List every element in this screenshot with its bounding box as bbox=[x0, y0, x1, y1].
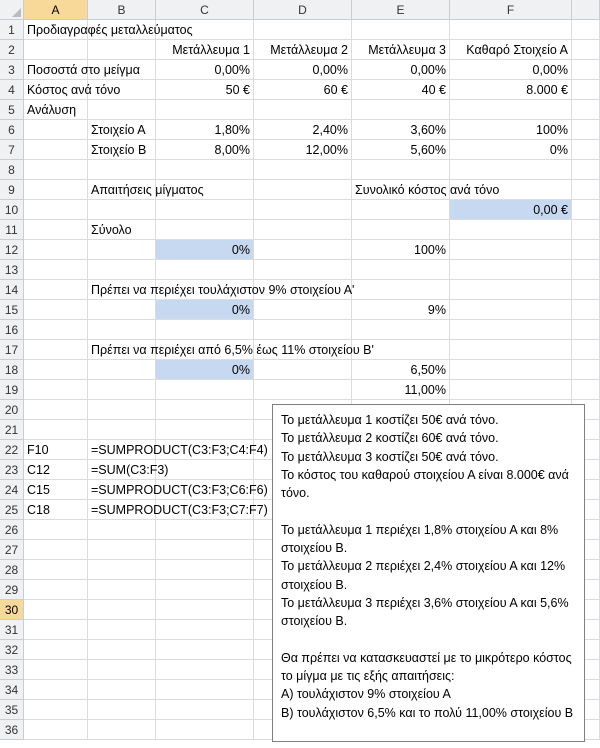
grid-cell[interactable] bbox=[450, 240, 572, 260]
grid-cell[interactable] bbox=[450, 20, 572, 40]
row-header-27[interactable]: 27 bbox=[0, 540, 24, 560]
row-header-25[interactable]: 25 bbox=[0, 500, 24, 520]
note-line: Το μετάλλευμα 1 περιέχει 1,8% στοιχείου Α και 8% στοιχείου Β. bbox=[281, 522, 559, 556]
grid-cell[interactable] bbox=[156, 460, 254, 480]
grid-cell[interactable] bbox=[88, 260, 156, 280]
grid-cell[interactable] bbox=[254, 180, 352, 200]
cell-text: =SUMPRODUCT(C3:F3;C4:F4) bbox=[91, 443, 268, 457]
cell-a25[interactable] bbox=[24, 500, 88, 520]
grid-cell[interactable] bbox=[572, 140, 600, 160]
grid-cell[interactable] bbox=[572, 220, 600, 240]
grid-cell[interactable] bbox=[352, 280, 450, 300]
grid-cell[interactable] bbox=[24, 40, 88, 60]
column-header-d[interactable]: D bbox=[254, 0, 352, 20]
grid-cell[interactable] bbox=[24, 400, 88, 420]
cell-text: C15 bbox=[27, 483, 50, 497]
cell-text: 0,00% bbox=[410, 63, 446, 77]
cell-e3[interactable] bbox=[352, 60, 450, 80]
cell-a22[interactable] bbox=[24, 440, 88, 460]
cell-text: 0,00% bbox=[532, 63, 568, 77]
grid-cell[interactable] bbox=[88, 580, 156, 600]
note-line: Το μετάλλευμα 2 περιέχει 2,4% στοιχείου Α και 12% στοιχείου Β. bbox=[281, 559, 566, 592]
cell-e9[interactable] bbox=[352, 180, 500, 200]
grid-cell[interactable] bbox=[156, 520, 254, 540]
cell-b9[interactable] bbox=[88, 180, 204, 200]
grid-cell[interactable] bbox=[156, 700, 254, 720]
row-header-24[interactable]: 24 bbox=[0, 480, 24, 500]
grid-cell[interactable] bbox=[156, 560, 254, 580]
row-header-23[interactable]: 23 bbox=[0, 460, 24, 480]
grid-cell[interactable] bbox=[156, 100, 254, 120]
cell-b14[interactable] bbox=[88, 280, 355, 300]
row-header-31[interactable]: 31 bbox=[0, 620, 24, 640]
grid-cell[interactable] bbox=[88, 600, 156, 620]
grid-cell[interactable] bbox=[88, 700, 156, 720]
select-all-corner[interactable] bbox=[0, 0, 24, 20]
cell-text: 6,50% bbox=[410, 363, 446, 377]
grid-cell[interactable] bbox=[572, 300, 600, 320]
grid-cell[interactable] bbox=[450, 220, 572, 240]
row-header-5[interactable]: 5 bbox=[0, 100, 24, 120]
cell-text: 8.000 € bbox=[526, 83, 568, 97]
grid-cell[interactable] bbox=[88, 640, 156, 660]
row-header-2[interactable]: 2 bbox=[0, 40, 24, 60]
cell-text: 9% bbox=[427, 303, 446, 317]
grid-cell[interactable] bbox=[156, 380, 254, 400]
grid-cell[interactable] bbox=[572, 180, 600, 200]
row-header-34[interactable]: 34 bbox=[0, 680, 24, 700]
cell-d6[interactable] bbox=[254, 120, 352, 140]
cell-a23[interactable] bbox=[24, 460, 88, 480]
grid-cell[interactable] bbox=[254, 300, 352, 320]
row-header-36[interactable]: 36 bbox=[0, 720, 24, 740]
cell-text: Καθαρό Στοιχείο Α bbox=[466, 43, 568, 57]
cell-text: Στοιχείο Α bbox=[91, 123, 146, 137]
cell-b11[interactable] bbox=[88, 220, 156, 240]
cell-text: Ανάλυση bbox=[27, 103, 77, 117]
cell-a1[interactable] bbox=[24, 20, 193, 40]
grid-cell[interactable] bbox=[24, 140, 88, 160]
note-line: Θα πρέπει να κατασκευαστεί με το μικρότερο κόστος το μίγμα με τις εξής απαιτήσεις: bbox=[281, 650, 572, 684]
cell-text: Απαιτήσεις μίγματος bbox=[91, 183, 204, 197]
cell-text: Στοιχείο Β bbox=[91, 143, 147, 157]
grid-cell[interactable] bbox=[352, 160, 450, 180]
cell-e12[interactable] bbox=[352, 240, 450, 260]
cell-text: F10 bbox=[27, 443, 49, 457]
row-header-21[interactable]: 21 bbox=[0, 420, 24, 440]
grid-cell[interactable] bbox=[24, 120, 88, 140]
text-box-note[interactable] bbox=[272, 404, 585, 742]
row-header-3[interactable]: 3 bbox=[0, 60, 24, 80]
cell-c4[interactable] bbox=[156, 80, 254, 100]
row-header-20[interactable]: 20 bbox=[0, 400, 24, 420]
grid-cell[interactable] bbox=[156, 720, 254, 740]
grid-cell[interactable] bbox=[156, 620, 254, 640]
grid-cell[interactable] bbox=[572, 120, 600, 140]
grid-cell[interactable] bbox=[572, 200, 600, 220]
row-header-9[interactable]: 9 bbox=[0, 180, 24, 200]
grid-cell[interactable] bbox=[572, 280, 600, 300]
cell-text: 60 € bbox=[323, 83, 348, 97]
cell-b17[interactable] bbox=[88, 340, 374, 360]
grid-cell[interactable] bbox=[352, 260, 450, 280]
grid-cell[interactable] bbox=[156, 540, 254, 560]
column-header-f[interactable]: F bbox=[450, 0, 572, 20]
row-header-19[interactable]: 19 bbox=[0, 380, 24, 400]
cell-d7[interactable] bbox=[254, 140, 352, 160]
row-header-13[interactable]: 13 bbox=[0, 260, 24, 280]
grid-cell[interactable] bbox=[572, 340, 600, 360]
grid-cell[interactable] bbox=[572, 360, 600, 380]
cell-b6[interactable] bbox=[88, 120, 156, 140]
note-blank-line bbox=[281, 502, 576, 520]
grid-cell[interactable] bbox=[450, 100, 572, 120]
cell-d2[interactable] bbox=[254, 40, 352, 60]
grid-cell[interactable] bbox=[352, 320, 450, 340]
cell-e2[interactable] bbox=[352, 40, 450, 60]
grid-cell[interactable] bbox=[88, 300, 156, 320]
grid-cell[interactable] bbox=[24, 160, 88, 180]
grid-cell[interactable] bbox=[24, 220, 88, 240]
grid-cell[interactable] bbox=[24, 360, 88, 380]
row-header-14[interactable]: 14 bbox=[0, 280, 24, 300]
note-line: Το μετάλλευμα 1 κοστίζει 50€ ανά τόνο. bbox=[281, 413, 499, 427]
grid-cell[interactable] bbox=[572, 40, 600, 60]
cell-text: Ποσοστά στο μείγμα bbox=[27, 63, 140, 77]
note-line: Το κόστος του καθαρού στοιχείου Α είναι 8.000€ ανά τόνο. bbox=[281, 467, 569, 501]
column-header-a[interactable]: A bbox=[24, 0, 88, 20]
column-header-b[interactable]: B bbox=[88, 0, 156, 20]
grid-cell[interactable] bbox=[24, 200, 88, 220]
cell-f4[interactable] bbox=[450, 80, 572, 100]
row-header-11[interactable]: 11 bbox=[0, 220, 24, 240]
cell-text: Μετάλλευμα 2 bbox=[270, 43, 348, 57]
row-header-35[interactable]: 35 bbox=[0, 700, 24, 720]
cell-a4[interactable] bbox=[24, 80, 121, 100]
cell-text: 100% bbox=[536, 123, 568, 137]
row-header-16[interactable]: 16 bbox=[0, 320, 24, 340]
grid-cell[interactable] bbox=[254, 100, 352, 120]
cell-text: Πρέπει να περιέχει τουλάχιστον 9% στοιχείου Α' bbox=[91, 283, 355, 297]
grid-cell[interactable] bbox=[24, 260, 88, 280]
cell-text: =SUMPRODUCT(C3:F3;C7:F7) bbox=[91, 503, 268, 517]
cell-f6[interactable] bbox=[450, 120, 572, 140]
grid-cell[interactable] bbox=[450, 340, 572, 360]
grid-cell[interactable] bbox=[24, 340, 88, 360]
cell-b23[interactable] bbox=[88, 460, 169, 480]
cell-text: =SUMPRODUCT(C3:F3;C6:F6) bbox=[91, 483, 268, 497]
cell-f2[interactable] bbox=[450, 40, 572, 60]
row-header-12[interactable]: 12 bbox=[0, 240, 24, 260]
grid-cell[interactable] bbox=[450, 280, 572, 300]
grid-cell[interactable] bbox=[352, 100, 450, 120]
grid-cell[interactable] bbox=[156, 660, 254, 680]
cell-text: Μετάλλευμα 3 bbox=[368, 43, 446, 57]
cell-b25[interactable] bbox=[88, 500, 268, 520]
row-header-18[interactable]: 18 bbox=[0, 360, 24, 380]
cell-a24[interactable] bbox=[24, 480, 88, 500]
row-header-30[interactable]: 30 bbox=[0, 600, 24, 620]
cell-text: 0% bbox=[231, 303, 250, 317]
grid-cell[interactable] bbox=[572, 100, 600, 120]
cell-b22[interactable] bbox=[88, 440, 268, 460]
cell-b7[interactable] bbox=[88, 140, 156, 160]
cell-text: 0,00% bbox=[312, 63, 348, 77]
cell-c6[interactable] bbox=[156, 120, 254, 140]
row-header-1[interactable]: 1 bbox=[0, 20, 24, 40]
cell-b24[interactable] bbox=[88, 480, 268, 500]
note-line: Το μετάλλευμα 2 κοστίζει 60€ ανά τόνο. bbox=[281, 431, 499, 446]
grid-cell[interactable] bbox=[88, 540, 156, 560]
grid-cell[interactable] bbox=[254, 320, 352, 340]
grid-cell[interactable] bbox=[24, 680, 88, 700]
cell-text: 0% bbox=[231, 243, 250, 257]
note-line: Το μετάλλευμα 3 κοστίζει 50€ ανά τόνο. bbox=[281, 449, 499, 464]
grid-cell[interactable] bbox=[572, 240, 600, 260]
grid-cell[interactable] bbox=[572, 80, 600, 100]
grid-cell[interactable] bbox=[24, 380, 88, 400]
cell-c3[interactable] bbox=[156, 60, 254, 80]
row-header-10[interactable]: 10 bbox=[0, 200, 24, 220]
note-line: Το μετάλλευμα 3 περιέχει 3,6% στοιχείου Α και 5,6% στοιχείου Β. bbox=[281, 595, 569, 629]
grid-cell[interactable] bbox=[156, 400, 254, 420]
cell-text: 1,80% bbox=[214, 123, 250, 137]
grid-cell[interactable] bbox=[156, 580, 254, 600]
grid-cell[interactable] bbox=[24, 660, 88, 680]
grid-cell[interactable] bbox=[24, 540, 88, 560]
grid-cell[interactable] bbox=[254, 20, 352, 40]
grid-cell[interactable] bbox=[156, 680, 254, 700]
grid-cell[interactable] bbox=[88, 400, 156, 420]
grid-cell[interactable] bbox=[88, 100, 156, 120]
grid-cell[interactable] bbox=[450, 260, 572, 280]
cell-text: 11,00% bbox=[404, 383, 446, 397]
cell-text: Προδιαγραφές μεταλλεύματος bbox=[27, 23, 193, 37]
row-header-33[interactable]: 33 bbox=[0, 660, 24, 680]
cell-f10[interactable] bbox=[450, 200, 572, 220]
row-header-22[interactable]: 22 bbox=[0, 440, 24, 460]
cell-text: 100% bbox=[414, 243, 446, 257]
column-header-extra[interactable] bbox=[572, 0, 600, 20]
cell-text: C12 bbox=[27, 463, 50, 477]
cell-text: Συνολικό κόστος ανά τόνο bbox=[355, 183, 500, 197]
grid-cell[interactable] bbox=[88, 40, 156, 60]
row-header-4[interactable]: 4 bbox=[0, 80, 24, 100]
cell-c18[interactable] bbox=[156, 360, 254, 380]
cell-a3[interactable] bbox=[24, 60, 140, 80]
grid-cell[interactable] bbox=[352, 20, 450, 40]
cell-e19[interactable] bbox=[352, 380, 450, 400]
column-header-c[interactable]: C bbox=[156, 0, 254, 20]
grid-cell[interactable] bbox=[24, 700, 88, 720]
grid-cell[interactable] bbox=[24, 280, 88, 300]
cell-text: 0,00% bbox=[214, 63, 250, 77]
grid-cell[interactable] bbox=[156, 220, 254, 240]
grid-cell[interactable] bbox=[572, 160, 600, 180]
cell-f7[interactable] bbox=[450, 140, 572, 160]
grid-cell[interactable] bbox=[254, 200, 352, 220]
grid-cell[interactable] bbox=[24, 720, 88, 740]
row-header-32[interactable]: 32 bbox=[0, 640, 24, 660]
grid-cell[interactable] bbox=[88, 200, 156, 220]
grid-cell[interactable] bbox=[24, 240, 88, 260]
grid-cell[interactable] bbox=[88, 620, 156, 640]
cell-f3[interactable] bbox=[450, 60, 572, 80]
grid-cell[interactable] bbox=[156, 600, 254, 620]
cell-c15[interactable] bbox=[156, 300, 254, 320]
grid-cell[interactable] bbox=[156, 640, 254, 660]
cell-text: 0% bbox=[549, 143, 568, 157]
cell-text: C18 bbox=[27, 503, 50, 517]
grid-cell[interactable] bbox=[24, 640, 88, 660]
grid-cell[interactable] bbox=[572, 20, 600, 40]
grid-cell[interactable] bbox=[24, 580, 88, 600]
grid-cell[interactable] bbox=[156, 320, 254, 340]
cell-text: 0% bbox=[231, 363, 250, 377]
grid-cell[interactable] bbox=[156, 420, 254, 440]
grid-cell[interactable] bbox=[450, 300, 572, 320]
cell-e4[interactable] bbox=[352, 80, 450, 100]
cell-text: 0,00 € bbox=[533, 203, 568, 217]
grid-cell[interactable] bbox=[88, 160, 156, 180]
cell-a5[interactable] bbox=[24, 100, 88, 120]
grid-cell[interactable] bbox=[572, 380, 600, 400]
row-header-8[interactable]: 8 bbox=[0, 160, 24, 180]
grid-cell[interactable] bbox=[572, 260, 600, 280]
grid-cell[interactable] bbox=[24, 620, 88, 640]
cell-d4[interactable] bbox=[254, 80, 352, 100]
cell-text: 5,60% bbox=[410, 143, 446, 157]
grid-cell[interactable] bbox=[88, 520, 156, 540]
grid-cell[interactable] bbox=[572, 60, 600, 80]
cell-c12[interactable] bbox=[156, 240, 254, 260]
grid-cell[interactable] bbox=[24, 300, 88, 320]
grid-cell[interactable] bbox=[254, 260, 352, 280]
cell-text: Σύνολο bbox=[91, 223, 132, 237]
grid-cell[interactable] bbox=[450, 320, 572, 340]
row-header-7[interactable]: 7 bbox=[0, 140, 24, 160]
cell-text: Κόστος ανά τόνο bbox=[27, 83, 121, 97]
cell-text: 3,60% bbox=[410, 123, 446, 137]
cell-d3[interactable] bbox=[254, 60, 352, 80]
grid-cell[interactable] bbox=[254, 380, 352, 400]
grid-cell[interactable] bbox=[156, 260, 254, 280]
row-header-15[interactable]: 15 bbox=[0, 300, 24, 320]
grid-cell[interactable] bbox=[24, 320, 88, 340]
grid-cell[interactable] bbox=[88, 680, 156, 700]
note-line: Α) τουλάχιστον 9% στοιχείου Α bbox=[281, 687, 451, 702]
cell-text: 2,40% bbox=[312, 123, 348, 137]
row-header-17[interactable]: 17 bbox=[0, 340, 24, 360]
grid-cell[interactable] bbox=[254, 360, 352, 380]
grid-cell[interactable] bbox=[156, 160, 254, 180]
grid-cell[interactable] bbox=[254, 240, 352, 260]
note-line: Β) τουλάχιστον 6,5% και το πολύ 11,00% στοιχείου Β bbox=[281, 705, 574, 720]
cell-e7[interactable] bbox=[352, 140, 450, 160]
row-header-26[interactable]: 26 bbox=[0, 520, 24, 540]
grid-cell[interactable] bbox=[88, 720, 156, 740]
grid-cell[interactable] bbox=[450, 160, 572, 180]
grid-cell[interactable] bbox=[572, 320, 600, 340]
row-header-6[interactable]: 6 bbox=[0, 120, 24, 140]
grid-cell[interactable] bbox=[88, 380, 156, 400]
grid-cell[interactable] bbox=[254, 220, 352, 240]
grid-cell[interactable] bbox=[24, 600, 88, 620]
note-blank-line bbox=[281, 631, 576, 649]
grid-cell[interactable] bbox=[24, 420, 88, 440]
grid-cell[interactable] bbox=[88, 560, 156, 580]
grid-cell[interactable] bbox=[88, 360, 156, 380]
grid-cell[interactable] bbox=[88, 420, 156, 440]
grid-cell[interactable] bbox=[24, 560, 88, 580]
grid-cell[interactable] bbox=[88, 660, 156, 680]
cell-text: =SUM(C3:F3) bbox=[91, 463, 169, 477]
grid-cell[interactable] bbox=[24, 180, 88, 200]
cell-text: 8,00% bbox=[214, 143, 250, 157]
grid-cell[interactable] bbox=[352, 200, 450, 220]
cell-e15[interactable] bbox=[352, 300, 450, 320]
cell-e6[interactable] bbox=[352, 120, 450, 140]
cell-e18[interactable] bbox=[352, 360, 450, 380]
grid-cell[interactable] bbox=[88, 320, 156, 340]
row-header-29[interactable]: 29 bbox=[0, 580, 24, 600]
cell-c2[interactable] bbox=[156, 40, 254, 60]
grid-cell[interactable] bbox=[450, 360, 572, 380]
cell-text: 12,00% bbox=[305, 143, 348, 157]
grid-cell[interactable] bbox=[88, 240, 156, 260]
cell-text: Μετάλλευμα 1 bbox=[172, 43, 250, 57]
grid-cell[interactable] bbox=[450, 380, 572, 400]
row-header-28[interactable]: 28 bbox=[0, 560, 24, 580]
column-header-e[interactable]: E bbox=[352, 0, 450, 20]
grid-cell[interactable] bbox=[254, 160, 352, 180]
grid-cell[interactable] bbox=[156, 200, 254, 220]
cell-c7[interactable] bbox=[156, 140, 254, 160]
grid-cell[interactable] bbox=[24, 520, 88, 540]
cell-text: 50 € bbox=[225, 83, 250, 97]
cell-text: 40 € bbox=[421, 83, 446, 97]
cell-text: Πρέπει να περιέχει από 6,5% έως 11% στοιχείου Β' bbox=[91, 343, 374, 357]
grid-cell[interactable] bbox=[352, 220, 450, 240]
